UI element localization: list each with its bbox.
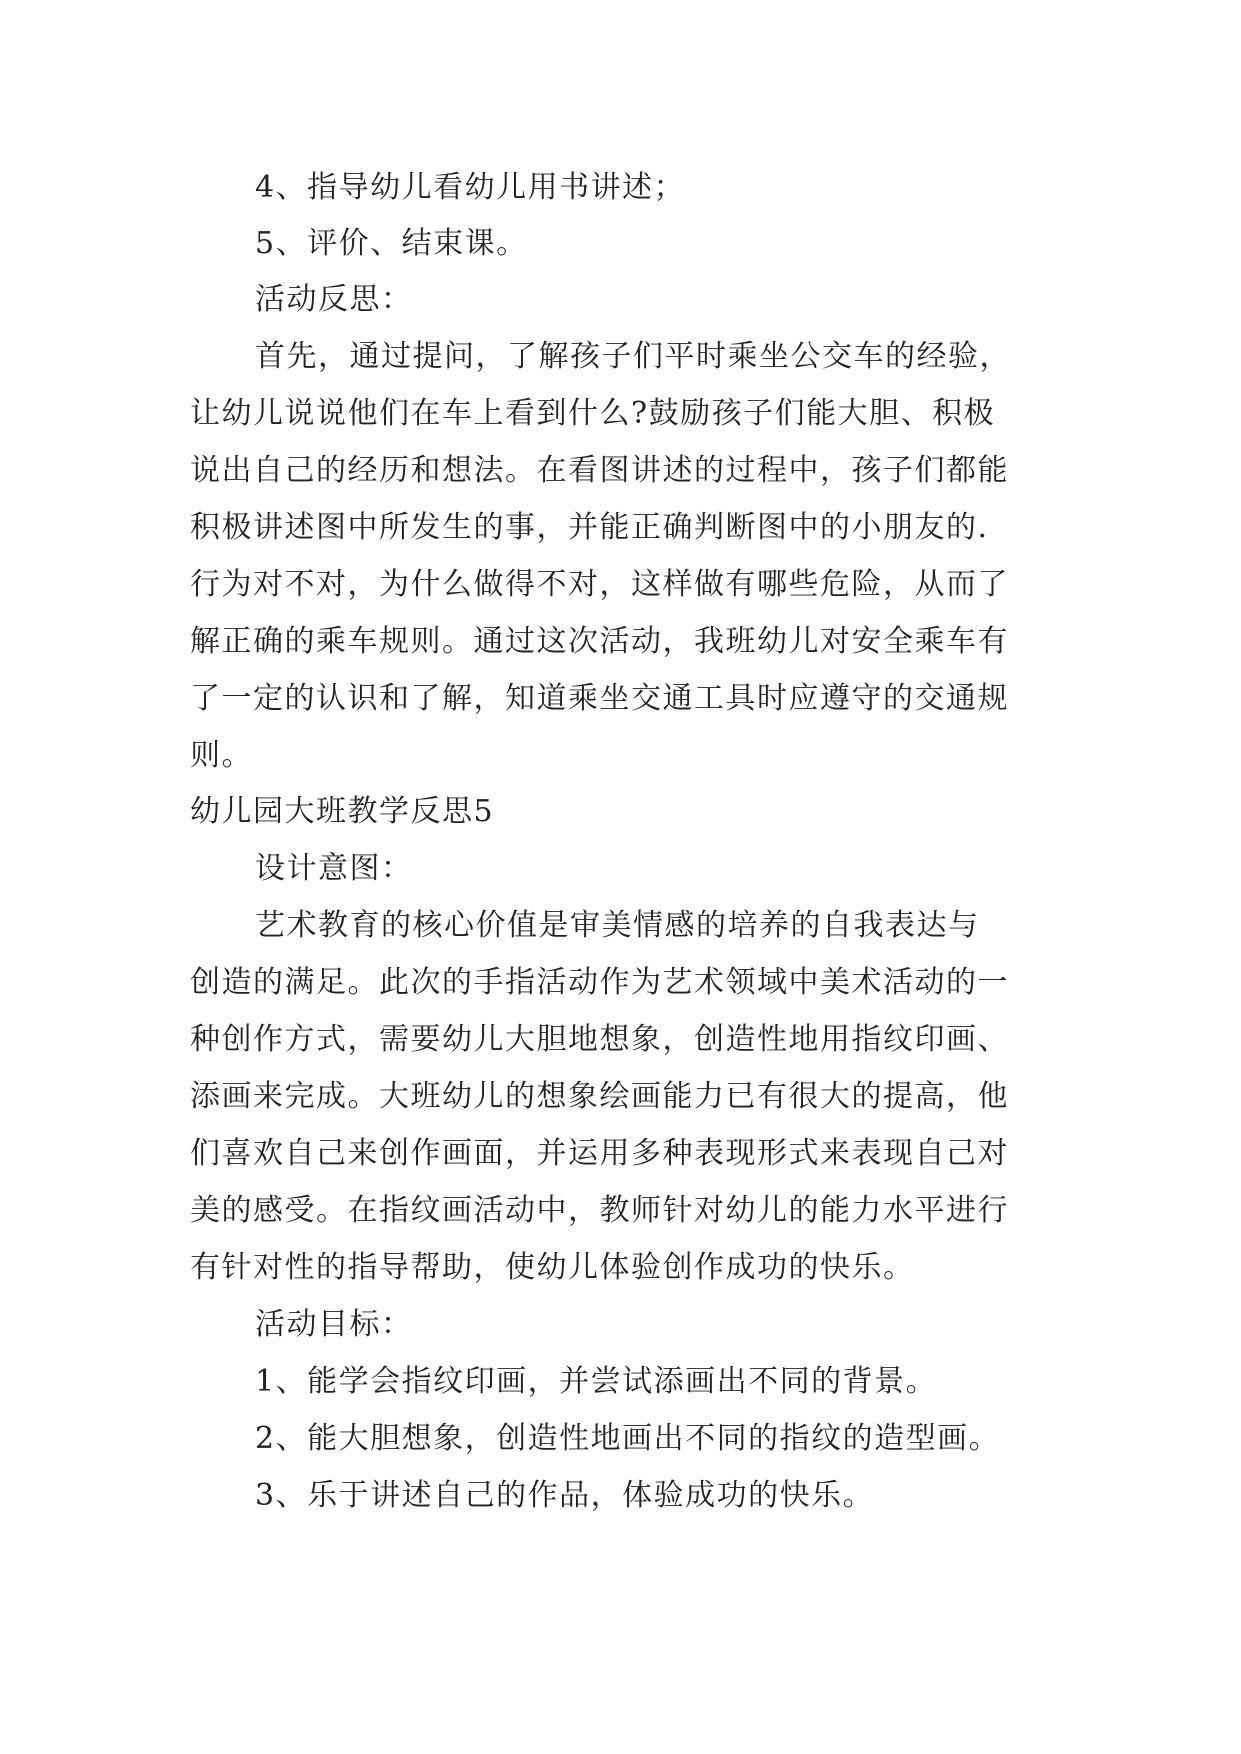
paragraph-line: 解正确的乘车规则。通过这次活动，我班幼儿对安全乘车有: [190, 624, 1009, 659]
paragraph-line: 积极讲述图中所发生的事，并能正确判断图中的小朋友的.: [190, 510, 989, 545]
paragraph-line: 首先，通过提问，了解孩子们平时乘坐公交车的经验，: [255, 339, 1011, 374]
paragraph-line: 有针对性的指导帮助，使幼儿体验创作成功的快乐。: [190, 1250, 915, 1285]
paragraph-line: 说出自己的经历和想法。在看图讲述的过程中，孩子们都能: [190, 453, 1009, 488]
section-heading: 活动反思：: [255, 282, 413, 317]
section-heading: 活动目标：: [255, 1307, 413, 1342]
text-line: 4、指导幼儿看幼儿用书讲述；: [255, 170, 686, 205]
text-line: 5、评价、结束课。: [255, 226, 528, 261]
list-item: 3、乐于讲述自己的作品，体验成功的快乐。: [255, 1478, 875, 1513]
paragraph-line: 行为对不对，为什么做得不对，这样做有哪些危险，从而了: [190, 567, 1009, 602]
list-item: 1、能学会指纹印画，并尝试添画出不同的背景。: [255, 1364, 938, 1399]
paragraph-line: 添画来完成。大班幼儿的想象绘画能力已有很大的提高，他: [190, 1079, 1009, 1114]
paragraph-line: 则。: [190, 738, 253, 773]
paragraph-line: 让幼儿说说他们在车上看到什么?鼓励孩子们能大胆、积极: [190, 396, 996, 431]
paragraph-line: 创造的满足。此次的手指活动作为艺术领域中美术活动的一: [190, 965, 1009, 1000]
list-item: 2、能大胆想象，创造性地画出不同的指纹的造型画。: [255, 1421, 1001, 1456]
paragraph-line: 美的感受。在指纹画活动中，教师针对幼儿的能力水平进行: [190, 1193, 1009, 1228]
paragraph-line: 艺术教育的核心价值是审美情感的培养的自我表达与: [255, 908, 980, 943]
document-title: 幼儿园大班教学反思5: [190, 794, 495, 829]
paragraph-line: 种创作方式，需要幼儿大胆地想象，创造性地用指纹印画、: [190, 1022, 1009, 1057]
section-heading: 设计意图：: [255, 851, 413, 886]
paragraph-line: 们喜欢自己来创作画面，并运用多种表现形式来表现自己对: [190, 1136, 1009, 1171]
paragraph-line: 了一定的认识和了解，知道乘坐交通工具时应遵守的交通规: [190, 681, 1009, 716]
